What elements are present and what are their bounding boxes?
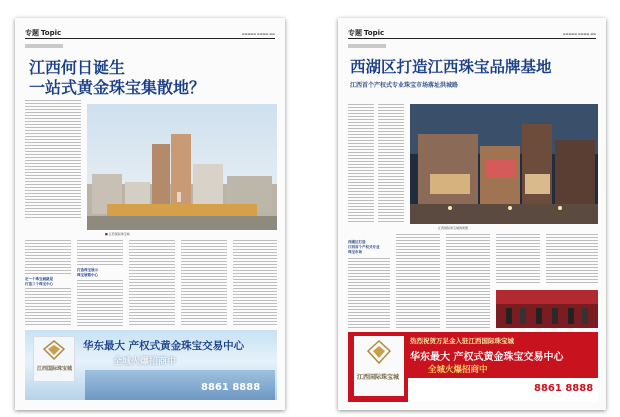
side-head-3: 珠宝市场 xyxy=(348,250,362,254)
body-text-column-4 xyxy=(181,240,227,326)
ad-slogan-2: 全城火爆招商中 xyxy=(428,365,488,375)
body-text-column-1 xyxy=(25,240,71,274)
body-text-column-3 xyxy=(446,234,490,328)
section-label: 专题 xyxy=(25,29,39,37)
newspaper-page-left xyxy=(15,18,285,410)
city-rendering-photo xyxy=(87,104,277,230)
ad-promo: 热烈祝贺万足金入驻江西国际珠宝城 xyxy=(410,337,514,345)
sub-head-2: 珠宝展销中心 xyxy=(77,273,98,277)
body-text-column-1b xyxy=(25,288,71,326)
side-head-2: 打造三个珠宝中心 xyxy=(25,282,53,286)
headline: 西湖区打造江西珠宝品牌基地 xyxy=(350,58,552,76)
page-header xyxy=(25,28,275,39)
side-head-1: 西湖区打造 xyxy=(348,240,366,244)
sub-head-1: 打造珠宝展示 xyxy=(77,268,98,272)
event-photo xyxy=(496,290,598,328)
ad-brand-name: 江西国际珠宝城 xyxy=(357,374,400,381)
side-head-1: 定一个珠宝城就是 xyxy=(25,277,53,281)
intro-text-column-2 xyxy=(378,104,404,224)
headline-line-2: 一站式黄金珠宝集散地？ xyxy=(29,78,206,97)
side-head-2: 江西首个产权式专业 xyxy=(348,245,380,249)
jewel-logo-icon xyxy=(354,336,404,368)
topic-tag xyxy=(348,44,386,48)
night-building-photo xyxy=(410,104,598,224)
body-text-column-2b xyxy=(77,280,123,326)
intro-text-column xyxy=(25,100,81,220)
page-header xyxy=(348,28,596,39)
ad-brand-name: 江西国际珠宝城 xyxy=(37,366,73,372)
section-label: 专题 xyxy=(348,29,362,37)
ad-logo-panel xyxy=(33,336,75,382)
jewelry-city-ad xyxy=(348,332,598,402)
header-meta-line: ▬▬▬▬▬ ▬▬▬▬ ▬▬ xyxy=(241,32,275,36)
ad-slogan-1: 华东最大 产权式黄金珠宝交易中心 xyxy=(83,340,245,352)
header-meta-line: ▬▬▬▬▬ ▬▬▬▬ ▬▬ xyxy=(562,32,596,36)
ad-slogan-2: 全城火爆招商中 xyxy=(113,357,177,367)
body-text-column-5 xyxy=(546,234,598,284)
jewel-logo-icon xyxy=(34,337,74,363)
ad-logo-panel xyxy=(354,336,404,396)
body-text-column-2 xyxy=(77,240,123,266)
subtitle: 江西首个产权式专业珠宝市场落址洪城路 xyxy=(350,82,459,89)
body-text-column-1 xyxy=(348,258,390,328)
newspaper-page-right xyxy=(338,18,606,410)
body-text-column-5 xyxy=(233,240,277,326)
topic-tag xyxy=(25,44,63,48)
ad-slogan-1: 华东最大 产权式黄金珠宝交易中心 xyxy=(410,352,564,363)
body-text-column-4 xyxy=(496,234,540,284)
headline-line-1: 江西何日诞生 xyxy=(29,58,126,77)
body-text-column-3 xyxy=(129,240,175,326)
photo-caption: ■ 江西国际珠宝城 xyxy=(105,232,130,236)
intro-text-column-1 xyxy=(348,104,374,224)
section-label-en: Topic xyxy=(40,29,62,37)
body-text-column-2 xyxy=(396,234,440,328)
ad-phone-number: 8861 8888 xyxy=(201,382,261,393)
section-label-en: Topic xyxy=(363,29,385,37)
photo-caption: 江西国际珠宝城效果图 xyxy=(438,226,469,230)
ad-phone-number: 8861 8888 xyxy=(534,383,594,394)
jewelry-city-ad xyxy=(25,330,277,400)
